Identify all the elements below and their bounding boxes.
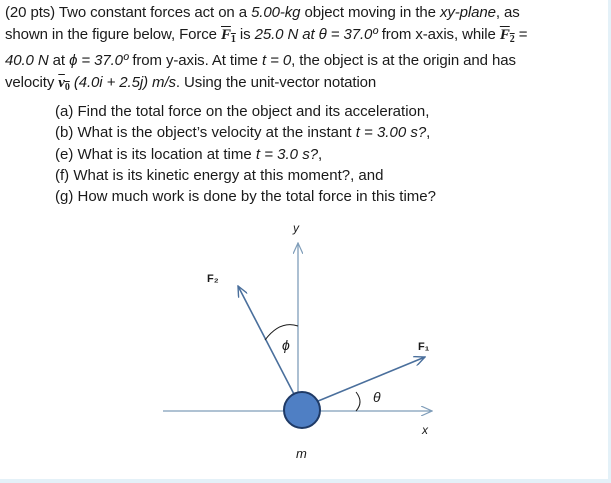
text: = <box>514 25 528 43</box>
time-value: t = 3.0 s? <box>255 145 319 163</box>
subscript: 0 <box>64 81 70 93</box>
part-g: (g) How much work is done by the total force in this time? <box>55 188 436 206</box>
symbol: v <box>58 74 65 91</box>
x-axis-label: x <box>422 423 428 437</box>
text: at <box>48 52 70 69</box>
text: (e) What is its location at time <box>55 145 256 163</box>
time-value: t = 0 <box>261 52 292 69</box>
phi-label: ϕ <box>282 337 290 353</box>
object-mass-circle <box>284 392 320 428</box>
velocity-value: (4.0i + 2.5j) m/s <box>69 73 176 91</box>
text: , the object is at the origin and has <box>291 52 516 69</box>
text: (20 pts) Two constant forces act on a <box>5 4 252 21</box>
f2-value: 40.0 N <box>5 52 49 69</box>
theta-label: θ <box>373 389 381 405</box>
text: velocity <box>5 73 59 91</box>
f1-value: 25.0 N at θ = 37.0º <box>254 25 378 43</box>
theta-angle-arc <box>356 392 360 411</box>
plane-term: xy-plane <box>439 4 496 21</box>
force-f1-vector <box>306 357 425 406</box>
text: . Using the unit-vector notation <box>175 73 377 91</box>
text: , as <box>495 4 520 21</box>
text: is <box>235 25 255 43</box>
symbol: F <box>221 26 231 43</box>
subscript: 2 <box>509 33 515 45</box>
f1-label: F₁ <box>418 341 430 353</box>
text: , <box>426 124 431 142</box>
text: from y-axis. At time <box>128 52 262 69</box>
mass-value: 5.00-kg <box>251 4 301 21</box>
time-value: t = 3.00 s? <box>355 124 427 142</box>
text: object moving in the <box>300 4 440 21</box>
part-f: (f) What is its kinetic energy at this moment?, and <box>55 166 384 184</box>
text: , <box>318 145 323 163</box>
text: shown in the figure below, Force <box>5 25 221 43</box>
subscript: 1 <box>230 33 236 45</box>
phi-value: ϕ = 37.0º <box>69 52 129 69</box>
text: from x-axis, while <box>377 25 500 43</box>
f2-label: F₂ <box>207 273 219 285</box>
y-axis-label: y <box>293 221 299 235</box>
part-a: (a) Find the total force on the object and its acceleration, <box>55 103 430 120</box>
text: (b) What is the object’s velocity at the instant <box>55 124 356 142</box>
symbol: F <box>499 26 510 43</box>
mass-label: m <box>296 446 307 461</box>
